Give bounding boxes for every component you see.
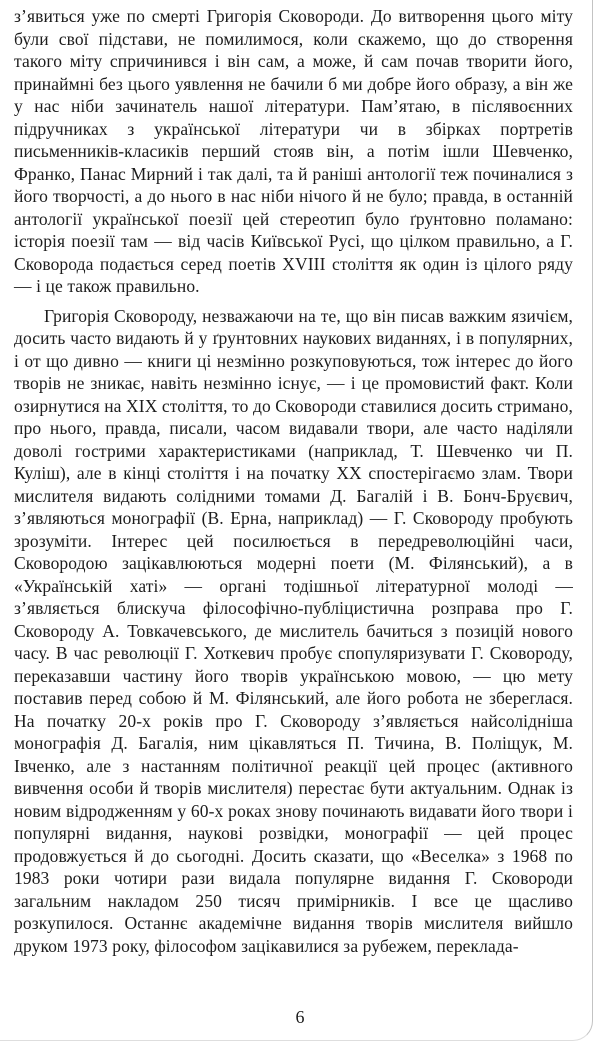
page-text xyxy=(14,5,573,957)
paragraph: Григорія Сковороду, незважаючи на те, що він писав важким язичієм, досить часто видають й у ґрунтовних наукових виданнях, і в популярних, і от що дивно — книги ці незмінно розкуповуються, тож інтерес до його творів не зникає, навіть незмінно існує, — і це промовистий факт. Коли озирнутися на XIX століття, то до Сковороди ставилися досить стримано, про нього, правда, писали, часом видавали твори, але часто наділяли доволі гострими характеристиками (наприклад, Т. Шевченко чи П. Куліш), але в кінці століття і на початку XX спостерігаємо злам. Твори мислителя видають солідними томами Д. Багалій і В. Бонч-Бруєвич, з’являються монографії (В. Ерна, наприклад) — Г. Сковороду пробують зрозуміти. Інтерес цей посилюється в передреволюційні часи, Сковородою зацікавлюються модерні поети (М. Філянський), а в «Українській хаті» — органі тодішньої літературної молоді — з’являється блискуча філософічно-публіцистична розправа про Г. Сковороду А. Товкачевського, де мислитель бачиться з позицій нового часу. В час революції Г. Хоткевич пробує спопуляризувати Г. Сковороду, переказавши частину його творів українською мовою, — цю мету поставив перед собою й М. Філянський, але його робота не збереглася. На початку 20-х років про Г. Сковороду з’являється найсолідніша монографія Д. Багалія, ним цікавляться П. Тичина, В. Поліщук, М. Івченко, але з настанням політичної реакції цей процес (активного вивчення особи й творів мислителя) перестає бути актуальним. Однак із новим відродженням у 60-х роках знову починають видавати його твори і популярні видання, наукові розвідки, монографії — цей процес продовжується й до сьогодні. Досить сказати, що «Веселка» з 1968 по 1983 роки чотири рази видала популярне видання Г. Сковороди загальним накладом 250 тисяч примірників. І все це щасливо розкупилося. Останнє академічне видання творів мислителя вийшло друком 1973 року, філософом зацікавилися за рубежем, переклада- xyxy=(14,305,573,956)
paragraph: з’явиться уже по смерті Григорія Сковороди. До витворення цього міту були свої підстави, не помилимося, коли скажемо, що до створення такого міту спричинився і він сам, а може, й сам почав творити його, принаймні без цього уявлення не бачили б ми добре його образу, а він же у нас ніби зачинатель нашої літератури. Пам’ятаю, в післявоєнних підручниках з української літератури чи в збірках портретів письменників-класиків перший стояв він, а потім ішли Шевченко, Франко, Панас Мирний і так далі, та й раніші антології теж починалися з його творчості, а до нього в нас ніби нічого й не було; правда, в останній антології української поезії цей стереотип було ґрунтовно поламано: історія поезії там — від часів Київської Русі, що цілком правильно, а Г. Сковорода подається серед поетів XVIII століття як один із цілого ряду — і це також правильно. xyxy=(14,6,573,296)
page-number: 6 xyxy=(295,1007,305,1027)
